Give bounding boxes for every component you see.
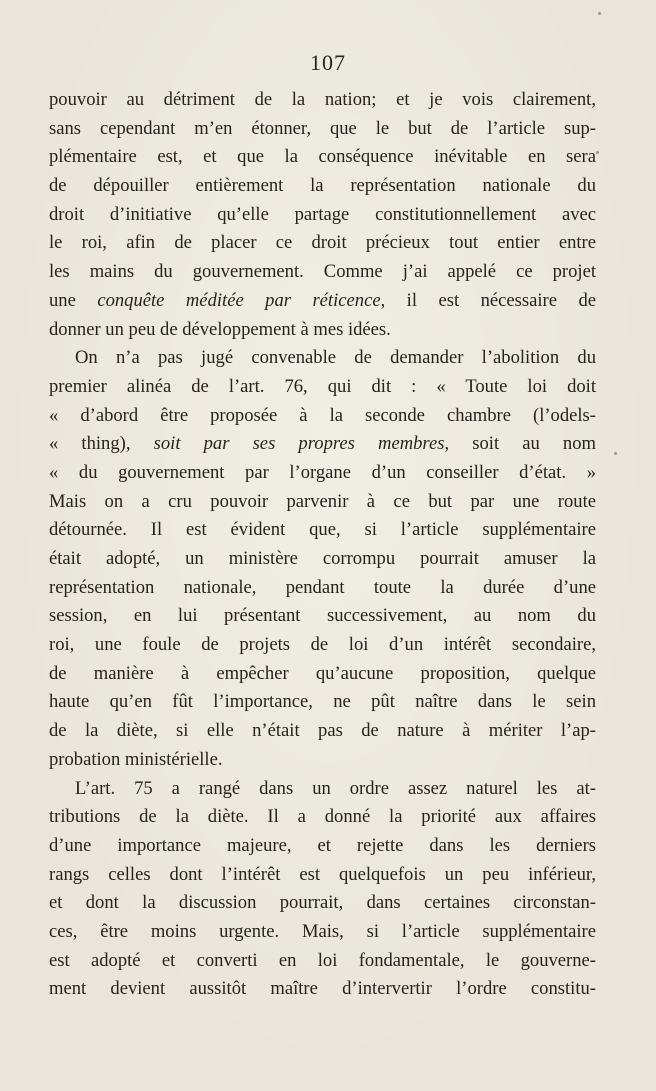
paragraph — [49, 86, 596, 344]
text-line: plémentaire est, et que la conséquence inévitable en sera — [49, 146, 596, 168]
text-line: d’une importance majeure, et rejette dans les derniers — [49, 834, 596, 856]
text-line: donner un peu de développement à mes idées. — [49, 318, 391, 340]
text-line: premier alinéa de l’art. 76, qui dit : « Toute loi doit — [49, 375, 596, 397]
text-line: session, en lui présentant successivement, au nom du — [49, 605, 596, 627]
text-segment: , soit au nom — [444, 433, 596, 455]
text-line: de la diète, si elle n’était pas de nature à mériter l’ap- — [49, 720, 596, 742]
text-line: droit d’initiative qu’elle partage constitutionnellement avec — [49, 203, 596, 225]
text-line: et dont la discussion pourrait, dans certaines circonstan- — [49, 892, 596, 914]
body-text — [49, 86, 596, 1004]
page-number: 107 — [310, 50, 346, 75]
text-line: tributions de la diète. Il a donné la priorité aux affaires — [49, 806, 596, 828]
text-line — [49, 430, 596, 459]
text-line — [49, 287, 596, 316]
text-line: pouvoir au détriment de la nation; et je vois clairement, — [49, 89, 596, 110]
text-line: ces, être moins urgente. Mais, si l’article supplémentaire — [49, 920, 596, 942]
text-segment: , il est nécessaire de — [380, 289, 596, 311]
text-segment: une — [49, 289, 98, 311]
text-line: Mais on a cru pouvoir parvenir à ce but par une route — [49, 490, 596, 512]
text-line: ment devient aussitôt maître d’intervertir l’ordre constitu- — [49, 978, 596, 1000]
text-line: On n’a pas jugé convenable de demander l’abolition du — [75, 347, 596, 369]
text-line: les mains du gouvernement. Comme j’ai appelé ce projet — [49, 261, 596, 283]
text-line: de manière à empêcher qu’aucune proposition, quelque — [49, 662, 596, 684]
paper-speck — [598, 12, 601, 15]
text-line: le roi, afin de placer ce droit précieux tout entier entre — [49, 232, 596, 254]
text-line: « du gouvernement par l’organe d’un conseiller d’état. » — [49, 461, 596, 483]
text-line: rangs celles dont l’intérêt est quelquefois un peu inférieur, — [49, 863, 596, 885]
paragraph — [49, 344, 596, 774]
text-line: détournée. Il est évident que, si l’article supplémentaire — [49, 519, 596, 541]
paragraph — [49, 775, 596, 1005]
italic-phrase: soit par ses propres membres — [153, 433, 445, 455]
text-line: probation ministérielle. — [49, 748, 223, 770]
italic-phrase: conquête méditée par réticence — [97, 289, 381, 311]
text-line: L’art. 75 a rangé dans un ordre assez naturel les at- — [75, 777, 596, 799]
paper-speck — [596, 151, 599, 154]
text-line: représentation nationale, pendant toute la durée d’une — [49, 576, 596, 598]
text-line: roi, une foule de projets de loi d’un intérêt secondaire, — [49, 634, 596, 656]
paper-speck — [614, 452, 617, 455]
text-line: est adopté et converti en loi fondamentale, le gouverne- — [49, 949, 596, 971]
text-segment: « thing), — [49, 433, 154, 455]
text-line: de dépouiller entièrement la représentation nationale du — [49, 175, 596, 197]
text-line: sans cependant m’en étonner, que le but de l’article sup- — [49, 117, 596, 139]
text-line: était adopté, un ministère corrompu pourrait amuser la — [49, 548, 596, 569]
text-line: haute qu’en fût l’importance, ne pût naître dans le sein — [49, 691, 596, 713]
text-line: « d’abord être proposée à la seconde chambre (l’odels- — [49, 404, 596, 426]
